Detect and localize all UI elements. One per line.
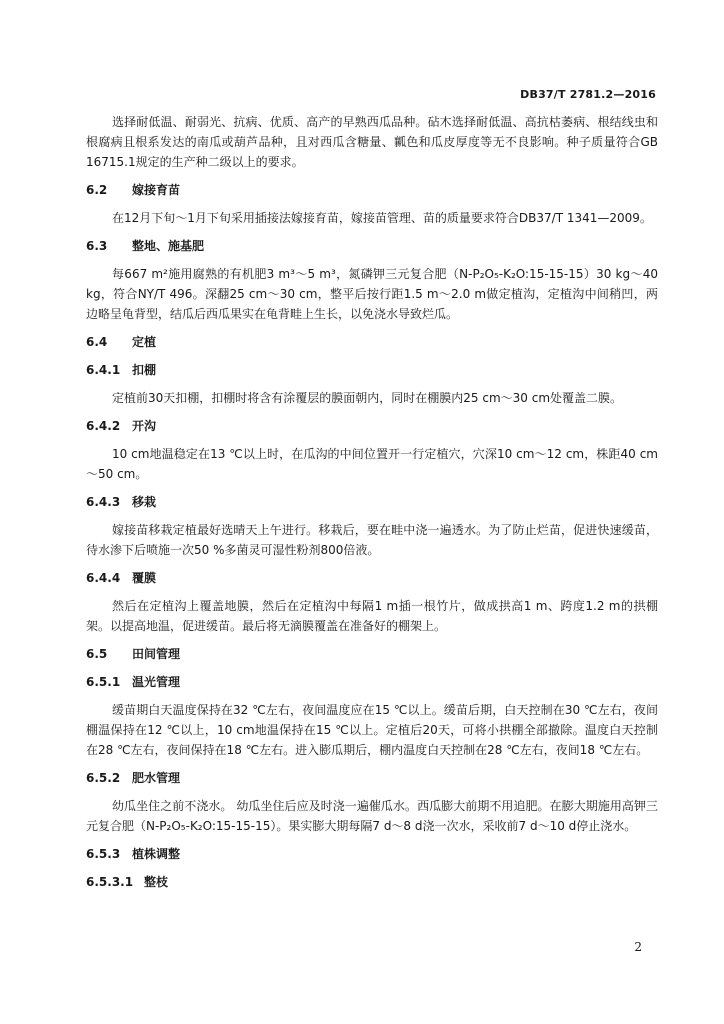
paragraph: 每667 m²施用腐熟的有机肥3 m³～5 m³，氮磷钾三元复合肥（N-P₂O₅-K₂O:15-15-15）30 kg～40 kg，符合NY/T 496。深翻25 cm～30 cm，整平后按行距1.5 m～2.0 m做定植沟，定植沟中间稍凹，两边略呈龟背型，结瓜后西瓜果实在龟背畦上生长，以免浇水导致烂瓜。	[86, 267, 658, 321]
section-heading	[86, 844, 658, 864]
section-number: 6.2	[86, 183, 108, 197]
section-title: 肥水管理	[132, 771, 181, 785]
paragraph: 10 cm地温稳定在13 ℃以上时，在瓜沟的中间位置开一行定植穴，穴深10 cm～12 cm，株距40 cm～50 cm。	[86, 447, 658, 481]
section-heading	[86, 872, 658, 892]
page-number: 2	[634, 940, 642, 954]
section-heading	[86, 180, 658, 200]
paragraph: 缓苗期白天温度保持在32 ℃左右，夜间温度应在15 ℃以上。缓苗后期，白天控制在30 ℃左右，夜间棚温保持在12 ℃以上，10 cm地温保持在15 ℃以上。定植后20天，可将小拱棚全部撤除。温度白天控制在28 ℃左右，夜间保持在18 ℃左右。进入膨瓜期后，棚内温度白天控制在28 ℃左右，夜间18 ℃左右。	[86, 703, 658, 757]
section-number: 6.5.3.1	[86, 875, 134, 889]
section-heading	[86, 644, 658, 664]
paragraph: 选择耐低温、耐弱光、抗病、优质、高产的早熟西瓜品种。砧木选择耐低温、高抗枯萎病、根结线虫和根腐病且根系发达的南瓜或葫芦品种，且对西瓜含糖量、瓤色和瓜皮厚度等无不良影响。种子质量符合GB 16715.1规定的生产种二级以上的要求。	[86, 115, 658, 169]
section-heading	[86, 332, 658, 352]
section-heading	[86, 416, 658, 436]
section-number: 6.5	[86, 647, 108, 661]
section-title: 温光管理	[132, 675, 181, 689]
section-number: 6.4	[86, 335, 108, 349]
paragraph: 在12月下旬～1月下旬采用插接法嫁接育苗，嫁接苗管理、苗的质量要求符合DB37/T 1341—2009。	[112, 211, 652, 225]
section-heading	[86, 672, 658, 692]
section-number: 6.4.2	[86, 419, 121, 433]
section-title: 嫁接育苗	[132, 183, 181, 197]
section-title: 移栽	[132, 495, 157, 509]
section-title: 整枝	[144, 875, 169, 889]
section-title: 扣棚	[132, 363, 157, 377]
section-heading	[86, 360, 658, 380]
section-number: 6.5.1	[86, 675, 121, 689]
section-title: 植株调整	[132, 847, 181, 861]
section-heading	[86, 492, 658, 512]
paragraph: 然后在定植沟上覆盖地膜，然后在定植沟中每隔1 m插一根竹片，做成拱高1 m、跨度1.2 m的拱棚架。以提高地温，促进缓苗。最后将无滴膜覆盖在准备好的棚架上。	[86, 599, 658, 633]
section-heading	[86, 568, 658, 588]
paragraph: 定植前30天扣棚，扣棚时将含有涂覆层的膜面朝内，同时在棚膜内25 cm～30 cm处覆盖二膜。	[112, 391, 623, 405]
section-number: 6.4.4	[86, 571, 121, 585]
section-number: 6.4.1	[86, 363, 121, 377]
section-number: 6.5.2	[86, 771, 121, 785]
paragraph: 嫁接苗移栽定植最好选晴天上午进行。移栽后，要在畦中浇一遍透水。为了防止烂苗，促进快速缓苗，待水渗下后喷施一次50 %多菌灵可湿性粉剂800倍液。	[86, 523, 658, 557]
section-heading	[86, 768, 658, 788]
section-title: 整地、施基肥	[132, 239, 205, 253]
standard-code: DB37/T 2781.2—2016	[520, 88, 656, 101]
section-title: 覆膜	[132, 571, 157, 585]
section-title: 田间管理	[132, 647, 181, 661]
section-title: 开沟	[132, 419, 157, 433]
section-number: 6.3	[86, 239, 108, 253]
section-number: 6.5.3	[86, 847, 121, 861]
section-title: 定植	[132, 335, 157, 349]
document-body	[86, 112, 658, 900]
paragraph: 幼瓜坐住之前不浇水。 幼瓜坐住后应及时浇一遍催瓜水。西瓜膨大前期不用追肥。在膨大期施用高钾三元复合肥（N-P₂O₅-K₂O:15-15-15）。果实膨大期每隔7 d～8 d浇一次水，采收前7 d～10 d停止浇水。	[86, 799, 658, 833]
section-heading	[86, 236, 658, 256]
section-number: 6.4.3	[86, 495, 121, 509]
